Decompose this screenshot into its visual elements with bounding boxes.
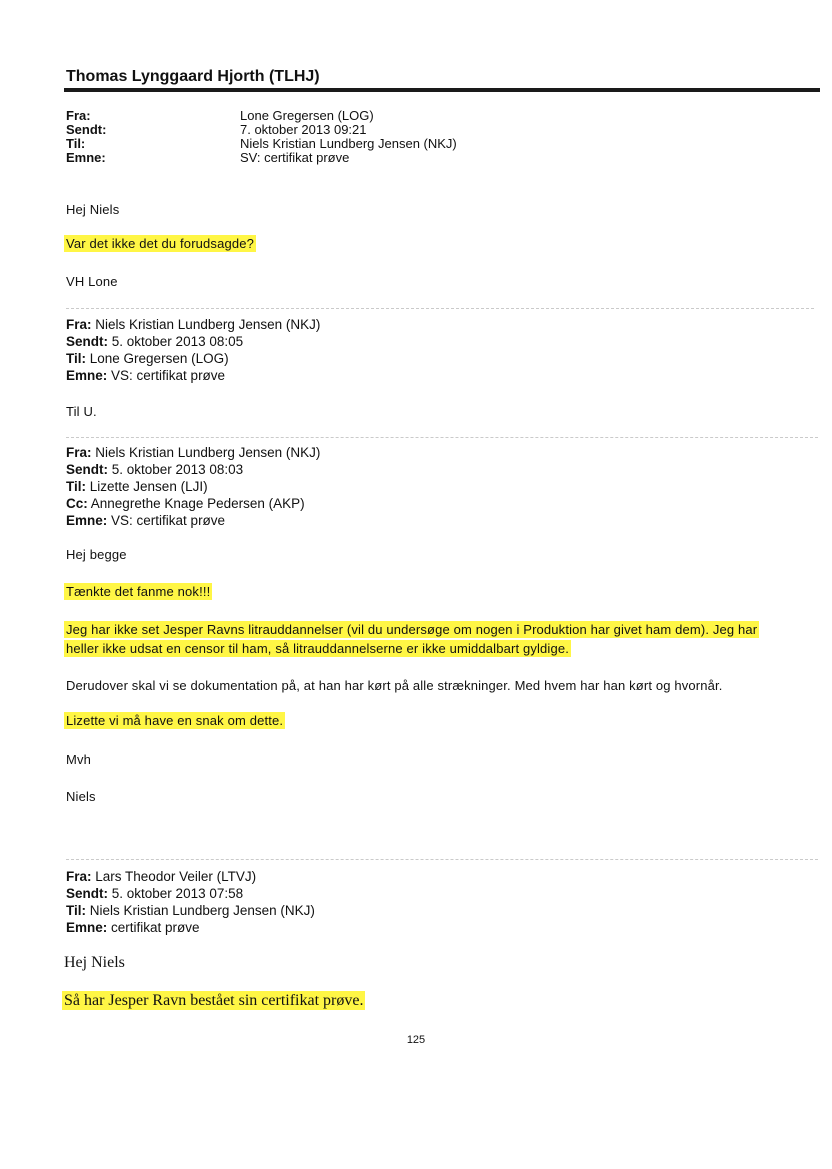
fwd2-greeting: Hej begge — [66, 547, 127, 562]
header-label-sendt: Sendt: — [66, 122, 107, 137]
fwd1-body: Til U. — [66, 404, 97, 419]
fwd2-highlight-lizette: Lizette vi må have en snak om dette. — [66, 713, 284, 728]
fwd2-cc: Cc: Annegrethe Knage Pedersen (AKP) — [66, 496, 305, 511]
fwd1-fra: Fra: Niels Kristian Lundberg Jensen (NKJ) — [66, 317, 321, 332]
header-label-fra: Fra: — [66, 108, 91, 123]
fwd2-mvh: Mvh — [66, 752, 92, 767]
fwd1-sendt: Sendt: 5. oktober 2013 08:05 — [66, 334, 244, 349]
fwd2-highlight-para-line1: Jeg har ikke set Jesper Ravns litrauddannelser (vil du undersøge om nogen i Produktion har givet ham dem). Jeg har — [66, 622, 758, 637]
separator-1 — [66, 308, 814, 309]
fwd2-para2: Derudover skal vi se dokumentation på, at han har kørt på alle strækninger. Med hvem har han kørt og hvornår. — [66, 678, 723, 693]
fwd1-emne: Emne: VS: certifikat prøve — [66, 368, 226, 383]
fwd3-sendt: Sendt: 5. oktober 2013 07:58 — [66, 886, 244, 901]
fwd2-fra: Fra: Niels Kristian Lundberg Jensen (NKJ) — [66, 445, 321, 460]
document-title: Thomas Lynggaard Hjorth (TLHJ) — [66, 68, 320, 85]
header-value-fra: Lone Gregersen (LOG) — [240, 108, 374, 123]
fwd2-til: Til: Lizette Jensen (LJI) — [66, 479, 208, 494]
msg1-greeting: Hej Niels — [66, 202, 120, 217]
fwd3-highlight: Så har Jesper Ravn bestået sin certifikat prøve. — [64, 992, 364, 1009]
header-label-emne: Emne: — [66, 150, 106, 165]
msg1-signoff: VH Lone — [66, 274, 118, 289]
fwd3-greeting: Hej Niels — [64, 954, 125, 971]
page-number: 125 — [406, 1034, 426, 1046]
fwd2-highlight-para-line2: heller ikke udsat en censor til ham, så litrauddannelserne er ikke umiddalbart gyldige. — [66, 641, 569, 656]
title-rule — [64, 88, 820, 92]
header-value-til: Niels Kristian Lundberg Jensen (NKJ) — [240, 136, 457, 151]
separator-3 — [66, 859, 818, 860]
fwd3-til: Til: Niels Kristian Lundberg Jensen (NKJ) — [66, 903, 315, 918]
fwd2-name: Niels — [66, 789, 96, 804]
fwd1-til: Til: Lone Gregersen (LOG) — [66, 351, 229, 366]
msg1-highlight: Var det ikke det du forudsagde? — [66, 236, 254, 251]
fwd3-fra: Fra: Lars Theodor Veiler (LTVJ) — [66, 869, 257, 884]
fwd2-sendt: Sendt: 5. oktober 2013 08:03 — [66, 462, 244, 477]
header-value-sendt: 7. oktober 2013 09:21 — [240, 122, 367, 137]
separator-2 — [66, 437, 818, 438]
fwd2-emne: Emne: VS: certifikat prøve — [66, 513, 226, 528]
fwd2-highlight-line1: Tænkte det fanme nok!!! — [66, 584, 211, 599]
fwd3-emne: Emne: certifikat prøve — [66, 920, 200, 935]
header-value-emne: SV: certifikat prøve — [240, 150, 350, 165]
header-label-til: Til: — [66, 136, 86, 151]
